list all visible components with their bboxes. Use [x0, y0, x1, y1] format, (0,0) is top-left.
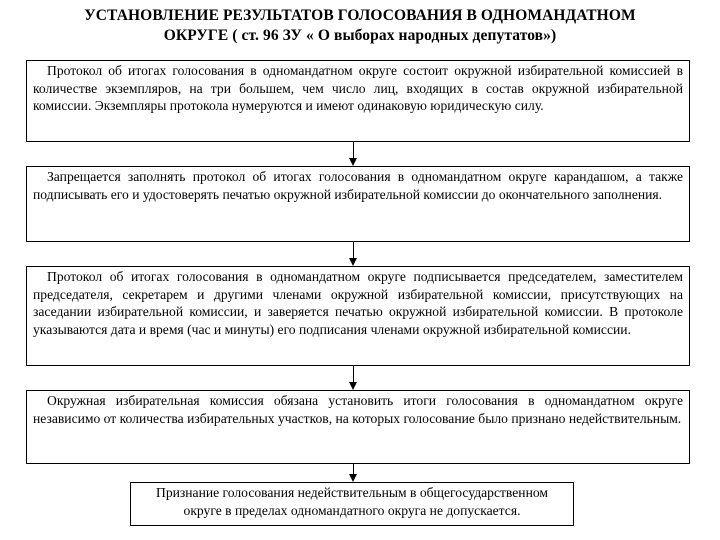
arrow-down-2 — [349, 242, 358, 266]
title-line-2: ОКРУГЕ ( ст. 96 ЗУ « О выборах народных депутатов») — [163, 27, 557, 44]
step-box-5: Признание голосования недействительным в общегосударственном округе в пределах одномандатного округа не допускается. — [130, 482, 574, 526]
arrow-down-3 — [349, 366, 358, 390]
step-box-2: Запрещается заполнять протокол об итогах голосования в одномандатном округе карандашом, а также подписывать его и удостоверять печатью окружной избирательной комиссии до окончательного заполнения. — [26, 166, 690, 242]
arrow-down-1 — [349, 142, 358, 166]
step-box-4: Окружная избирательная комиссия обязана установить итоги голосования в одномандатном округе независимо от количества избирательных участков, на которых голосование было признано недействительным. — [26, 390, 690, 464]
step-box-3: Протокол об итогах голосования в одномандатном округе подписывается председателем, заместителем председателя, секретарем и другими членами окружной избирательной комиссии, присутствующих на заседании избирательной комиссии, и заверяется печатью окружной избирательной комиссии. В протоколе указываются дата и время (час и минуты) его подписания членами окружной избирательной комиссии. — [26, 266, 690, 366]
title-line-1: УСТАНОВЛЕНИЕ РЕЗУЛЬТАТОВ ГОЛОСОВАНИЯ В ОДНОМАНДАТНОМ — [84, 7, 636, 24]
diagram-title — [10, 6, 710, 46]
arrow-down-4 — [349, 464, 358, 482]
step-box-1: Протокол об итогах голосования в одномандатном округе состоит окружной избирательной комиссией в количестве экземпляров, на три большем, чем число лиц, входящих в состав окружной избирательной комиссии. Экземпляры протокола нумеруются и имеют одинаковую юридическую силу. — [26, 60, 690, 142]
